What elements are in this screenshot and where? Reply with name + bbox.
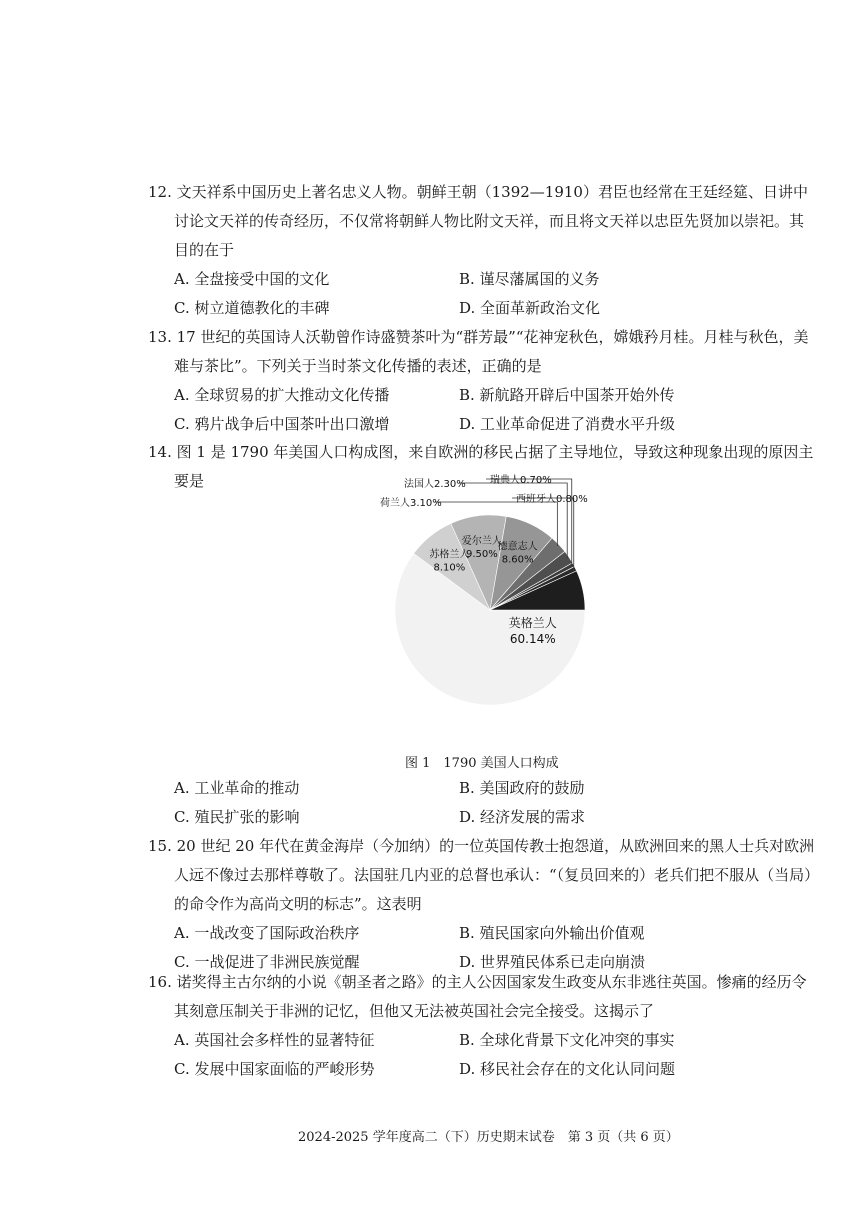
question-15 [148,832,818,977]
pie-label: 爱尔兰人 [461,535,502,547]
options-row [148,265,818,294]
question-stem: 16. 诺奖得主古尔纳的小说《朝圣者之路》的主人公因国家发生政变从东非逃往英国。惨痛的经历令其刻意压制关于非洲的记忆，但他又无法被英国社会完全接受。这揭示了 [148,973,807,1020]
question-stem: 14. 图 1 是 1790 年美国人口构成图，来自欧洲的移民占据了主导地位，导致这种现象出现的原因主要是 [148,443,814,490]
figure-1 [370,470,630,750]
options-row [148,803,818,832]
option-d[interactable]: D. 世界殖民体系已走向崩溃 [459,953,646,971]
pie-label: 9.50% [465,548,498,560]
options-row [148,1026,818,1055]
option-d[interactable]: D. 全面革新政治文化 [459,299,601,317]
pie-label: 德意志人 [497,541,538,553]
option-c[interactable]: C. 发展中国家面临的严峻形势 [174,1060,375,1078]
option-a[interactable]: A. 全球贸易的扩大推动文化传播 [174,386,390,404]
question-12 [148,178,818,323]
option-d[interactable]: D. 工业革命促进了消费水平升级 [459,415,676,433]
question-stem: 12. 文天祥系中国历史上著名忠义人物。朝鲜王朝（1392—1910）君臣也经常在王廷经筵、日讲中讨论文天祥的传奇经历，不仅常将朝鲜人物比附文天祥，而且将文天祥以忠臣先贤加以崇祀。其目的在于 [148,183,808,259]
question-14-options [148,774,818,832]
figure-caption: 图 1 1790 美国人口构成 [405,756,559,771]
pie-label: 瑞典人0.70% [490,475,552,486]
option-b[interactable]: B. 美国政府的鼓励 [459,779,585,797]
options-row [148,1055,818,1084]
option-a[interactable]: A. 一战改变了国际政治秩序 [174,924,360,942]
question-13 [148,323,818,439]
pie-label: 8.10% [433,562,466,574]
option-d[interactable]: D. 经济发展的需求 [459,808,586,826]
population-pie-chart [370,470,630,750]
page-footer: 2024-2025 学年度高二（下）历史期末试卷 第 3 页（共 6 页） [298,1130,679,1145]
pie-label: 荷兰人3.10% [380,498,442,509]
option-c[interactable]: C. 殖民扩张的影响 [174,808,300,826]
options-row [148,294,818,323]
option-a[interactable]: A. 英国社会多样性的显著特征 [174,1031,375,1049]
option-c[interactable]: C. 鸦片战争后中国茶叶出口激增 [174,415,390,433]
option-c[interactable]: C. 一战促进了非洲民族觉醒 [174,953,360,971]
option-b[interactable]: B. 全球化背景下文化冲突的事实 [459,1031,675,1049]
pie-label: 法国人2.30% [404,479,466,490]
pie-label: 8.60% [501,554,534,566]
options-row [148,381,818,410]
option-a[interactable]: A. 工业革命的推动 [174,779,300,797]
options-row [148,410,818,439]
option-a[interactable]: A. 全盘接受中国的文化 [174,270,330,288]
options-row [148,774,818,803]
options-row [148,919,818,948]
pie-label: 60.14% [509,632,556,647]
question-stem: 15. 20 世纪 20 年代在黄金海岸（今加纳）的一位英国传教士抱怨道，从欧洲回来的黑人士兵对欧洲人远不像过去那样尊敬了。法国驻几内亚的总督也承认：“（复员回来的）老兵们把不服从（当局）的命令作为高尚文明的标志”。这表明 [148,837,815,913]
question-16 [148,968,818,1084]
option-b[interactable]: B. 谨尽藩属国的义务 [459,270,600,288]
pie-label: 苏格兰人 [429,549,470,561]
option-b[interactable]: B. 新航路开辟后中国茶开始外传 [459,386,675,404]
option-b[interactable]: B. 殖民国家向外输出价值观 [459,924,645,942]
pie-label: 西班牙人0.80% [516,494,588,505]
option-c[interactable]: C. 树立道德教化的丰碑 [174,299,330,317]
pie-label: 英格兰人 [508,616,557,631]
option-d[interactable]: D. 移民社会存在的文化认同问题 [459,1060,676,1078]
question-stem: 13. 17 世纪的英国诗人沃勒曾作诗盛赞茶叶为“群芳最”“花神宠秋色，嫦娥矜月桂。月桂与秋色，美难与茶比”。下列关于当时茶文化传播的表述，正确的是 [148,328,809,375]
